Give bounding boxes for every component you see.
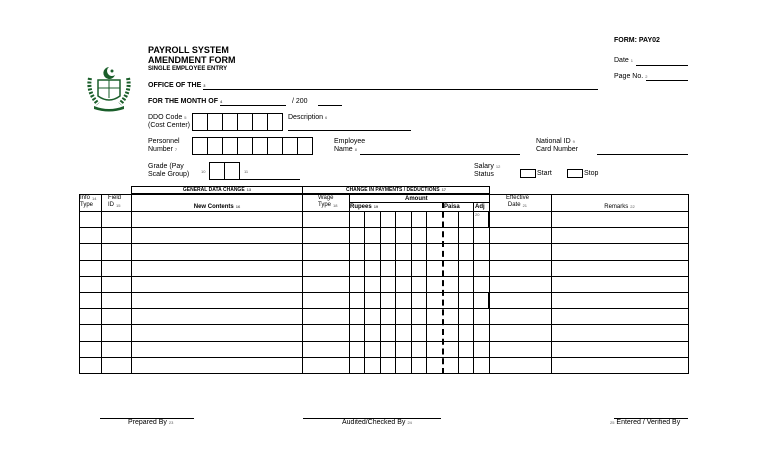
- month-field[interactable]: [220, 105, 286, 106]
- start-checkbox[interactable]: [520, 169, 536, 178]
- table-row-line: [79, 260, 689, 261]
- start-label: Start: [537, 170, 552, 177]
- general-data-change-header: GENERAL DATA CHANGE $^{13}$: [182, 187, 252, 193]
- grade-boxes[interactable]: [210, 162, 240, 180]
- col-new-contents: New Contents $^{16}$: [193, 204, 241, 210]
- col-effective-date: Effective Date $^{21}$: [506, 195, 529, 208]
- employee-name-field[interactable]: [360, 154, 520, 155]
- cost-center-label: (Cost Center): [148, 122, 191, 129]
- audited-by-label: Audited/Checked By $^{24}$: [342, 419, 412, 426]
- personnel-number-boxes[interactable]: [193, 137, 313, 155]
- col-adj: Adj: [475, 204, 485, 210]
- adj-box-first[interactable]: [473, 211, 489, 228]
- grade-num-10: 10: [201, 169, 206, 174]
- table-row-line: [79, 227, 689, 228]
- grade-label: Grade (Pay: [148, 163, 184, 170]
- form-subtitle: SINGLE EMPLOYEE ENTRY: [148, 66, 228, 72]
- col-remarks: Remarks $^{22}$: [604, 204, 635, 210]
- table-row-line: [79, 276, 689, 277]
- grade-desc-field[interactable]: [240, 179, 300, 180]
- stop-checkbox[interactable]: [567, 169, 583, 178]
- col-paisa: Paisa: [444, 204, 460, 210]
- personnel-number-label: Number $^7$: [148, 146, 178, 153]
- national-id-label: National ID $^9$: [536, 138, 575, 145]
- description-field[interactable]: [288, 130, 411, 131]
- col-adj-num: 20: [475, 212, 480, 217]
- col-field-id: Field ID $^{15}$: [108, 195, 122, 208]
- table-row-line: [79, 341, 689, 342]
- form-title-line2: AMENDMENT FORM: [148, 55, 236, 65]
- status-label: Status: [474, 171, 494, 178]
- date-field[interactable]: [636, 65, 688, 66]
- employee-name-label: Name $^8$: [334, 146, 357, 153]
- ddo-code-boxes[interactable]: [193, 113, 283, 131]
- prepared-by-label: Prepared By $^{23}$: [128, 419, 174, 426]
- employee-label: Employee: [334, 138, 366, 145]
- government-emblem-logo: [86, 64, 132, 112]
- date-label: Date $^1$: [614, 57, 634, 64]
- col-info-type: Info $^{14}$ Type: [80, 195, 97, 208]
- ddo-code-label: DDO Code $^5$: [148, 114, 187, 121]
- personnel-label: Personnel: [148, 138, 180, 145]
- salary-label: Salary $^{12}$: [474, 163, 501, 170]
- col-wage-type: Wage Type $^{18}$: [318, 195, 338, 208]
- scale-group-label: Scale Group): [148, 171, 190, 178]
- stop-label: Stop: [584, 170, 599, 177]
- month-label: FOR THE MONTH OF $^4$: [148, 98, 223, 105]
- form-title-line1: PAYROLL SYSTEM: [148, 45, 229, 55]
- page-no-label: Page No. $^2$: [614, 73, 648, 80]
- year-prefix: / 200: [292, 98, 308, 105]
- table-row-line: [79, 324, 689, 325]
- col-amount: Amount: [405, 196, 428, 202]
- year-field[interactable]: [318, 105, 342, 106]
- page-no-field[interactable]: [646, 80, 688, 81]
- table-row-line: [79, 308, 689, 309]
- payments-deductions-header: CHANGE IN PAYMENTS / DEDUCTIONS $^{17}$: [345, 187, 447, 193]
- col-rupees: Rupees $^{19}$: [350, 204, 379, 210]
- national-id-field[interactable]: [597, 154, 688, 155]
- entered-by-label: $^{25}$ Entered / Verified By: [610, 419, 681, 426]
- description-label: Description $^6$: [288, 114, 328, 121]
- form-code: FORM: PAY02: [614, 37, 660, 44]
- adj-box-mid[interactable]: [473, 292, 489, 309]
- table-row-line: [79, 243, 689, 244]
- table-row-line: [79, 292, 689, 293]
- office-field[interactable]: [203, 89, 598, 90]
- table-row-line: [79, 357, 689, 358]
- grade-num-11: 11: [244, 169, 249, 174]
- card-number-label: Card Number: [536, 146, 579, 153]
- office-label: OFFICE OF THE $^3$: [148, 82, 206, 89]
